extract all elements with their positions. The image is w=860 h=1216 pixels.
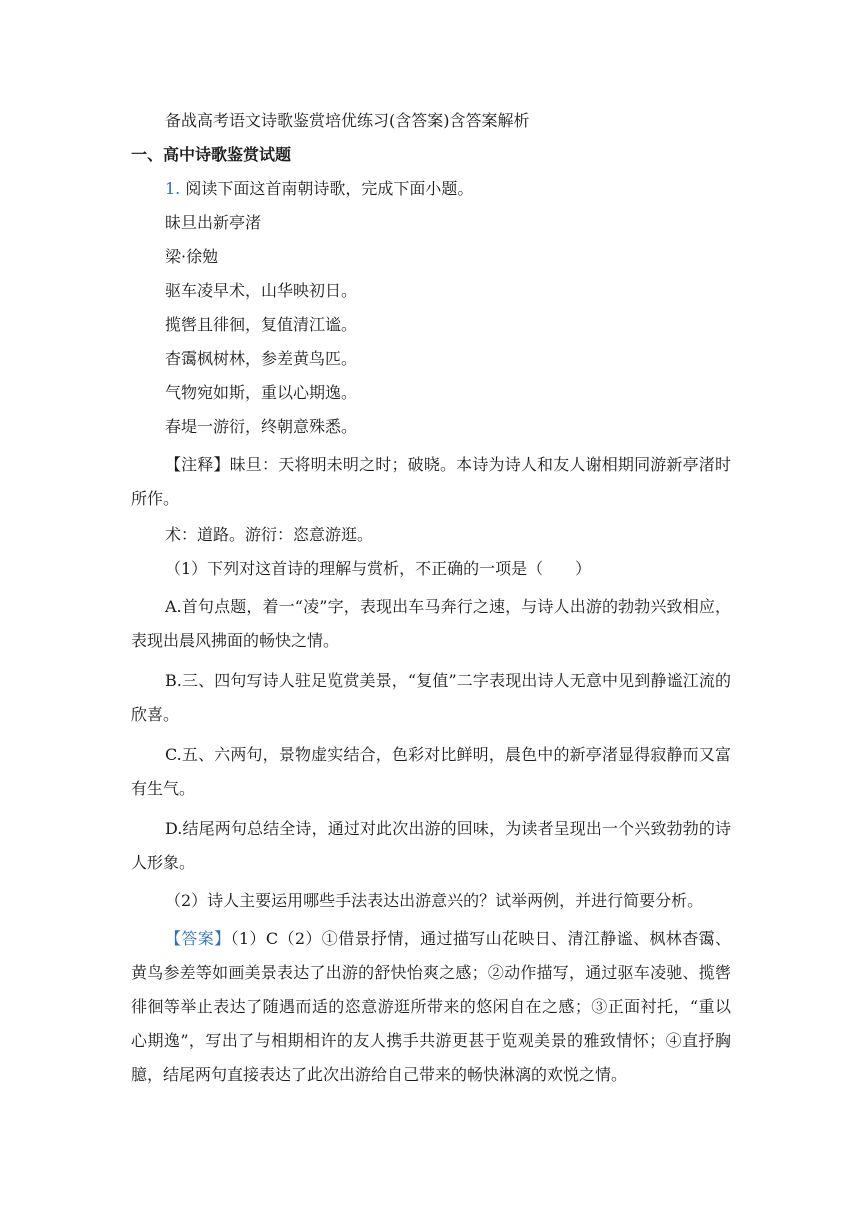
poem-author: 梁·徐勉 bbox=[165, 247, 219, 266]
poem-note-2: 术：道路。游衍：恣意游逛。 bbox=[165, 525, 374, 544]
poem-note: 【注释】昧旦：天将明未明之时；破晓。本诗为诗人和友人谢相期同游新亭渚时所作。 bbox=[131, 455, 731, 508]
sub-question-2: （2）诗人主要运用哪些手法表达出游意兴的？试举两例，并进行简要分析。 bbox=[165, 891, 704, 910]
question-number: 1. bbox=[165, 179, 181, 198]
section-heading: 一、高中诗歌鉴赏试题 bbox=[131, 145, 292, 164]
poem-line: 杳霭枫树林，参差黄鸟匹。 bbox=[165, 349, 358, 368]
document-title: 备战高考语文诗歌鉴赏培优练习(含答案)含答案解析 bbox=[165, 111, 530, 130]
poem-line: 气物宛如斯，重以心期逸。 bbox=[165, 383, 358, 402]
poem-line: 揽辔且徘徊，复值清江谧。 bbox=[165, 315, 358, 334]
answer-label: 【答案】 bbox=[165, 929, 231, 948]
option-d: D.结尾两句总结全诗，通过对此次出游的回味，为读者呈现出一个兴致勃勃的诗人形象。 bbox=[131, 819, 731, 872]
poem-title: 昧旦出新亭渚 bbox=[165, 213, 262, 232]
sub-question-1: （1）下列对这首诗的理解与赏析，不正确的一项是（ ） bbox=[165, 559, 592, 578]
question-prompt: 阅读下面这首南朝诗歌，完成下面小题。 bbox=[185, 179, 474, 198]
document-content bbox=[131, 108, 731, 1092]
option-c: C.五、六两句，景物虚实结合，色彩对比鲜明，晨色中的新亭渚显得寂静而又富有生气。 bbox=[131, 745, 731, 798]
question-prompt-line bbox=[131, 176, 731, 202]
answer-paragraph bbox=[131, 922, 731, 1092]
option-b: B.三、四句写诗人驻足览赏美景，“复值”二字表现出诗人无意中见到静谧江流的欣喜。 bbox=[131, 671, 731, 724]
poem-line: 春堤一游衍，终朝意殊悉。 bbox=[165, 417, 358, 436]
option-a: A.首句点题，着一“凌”字，表现出车马奔行之速，与诗人出游的勃勃兴致相应，表现出晨风拂面的畅快之情。 bbox=[131, 597, 731, 650]
poem-line: 驱车凌早术，山华映初日。 bbox=[165, 281, 358, 300]
answer-text: （1）C（2）①借景抒情，通过描写山花映日、清江静谧、枫林杳霭、黄鸟参差等如画美景表达了出游的舒快怡爽之感；②动作描写，通过驱车凌驰、揽辔徘徊等举止表达了随遇而适的恣意游逛所带来的悠闲自在之感；③正面衬托，“重以心期逸”，写出了与相期相许的友人携手共游更甚于览观美景的雅致情怀；④直抒胸臆，结尾两句直接表达了此次出游给自己带来的畅快淋漓的欢悦之情。 bbox=[131, 929, 731, 1084]
